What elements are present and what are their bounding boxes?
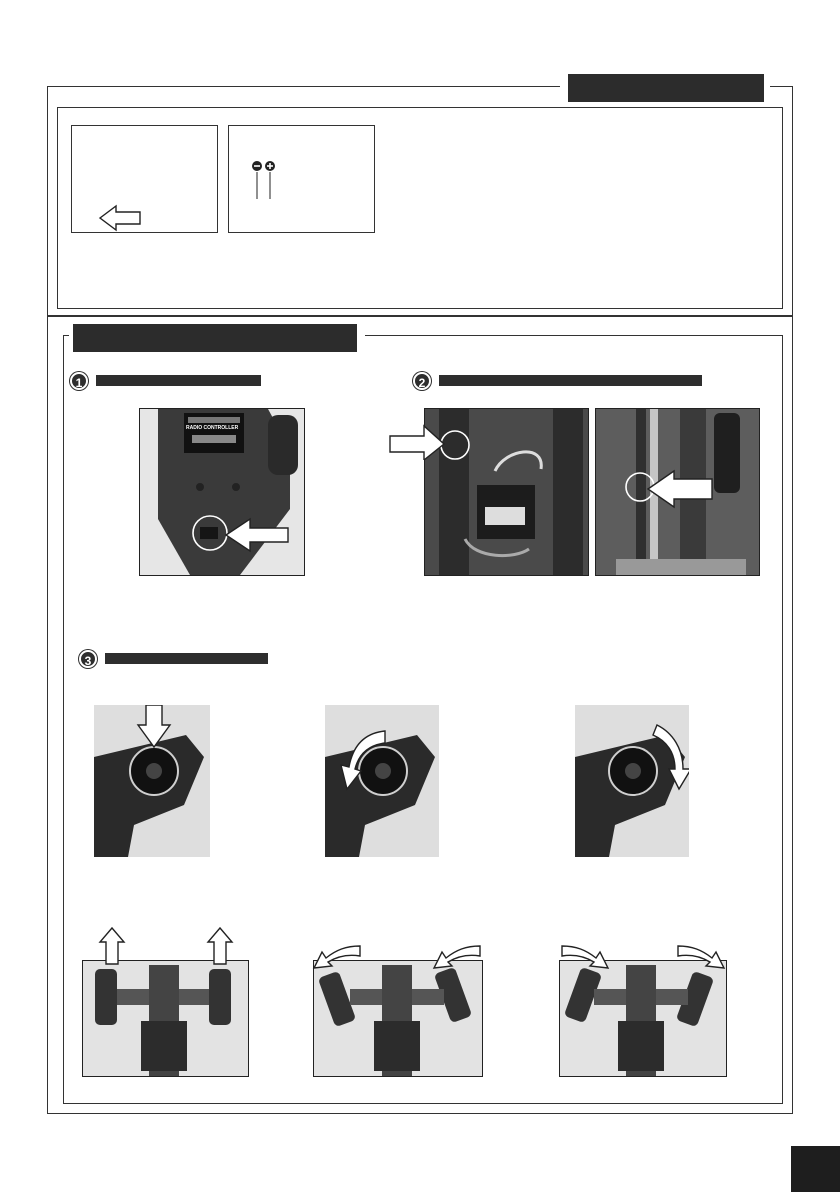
remote-label-line1: RADIO CONTROLLER — [186, 425, 239, 431]
step-3-label — [105, 653, 268, 664]
transmitter-photo — [139, 408, 305, 576]
step-2-number: 2 — [413, 372, 431, 390]
step-2-label — [439, 375, 702, 386]
right-wheel — [209, 969, 231, 1025]
battery-polarity-figure — [228, 125, 375, 233]
step-3-number: 3 — [79, 650, 97, 668]
page-number-tab — [791, 1146, 840, 1192]
step-1-label — [96, 375, 261, 386]
chassis-straight-photo — [82, 960, 249, 1077]
receiver-photo-2 — [595, 408, 760, 576]
steering-neutral-photo — [94, 705, 210, 857]
top-section-title — [568, 74, 764, 102]
chassis-left-photo — [313, 960, 483, 1077]
knob-icon — [196, 483, 204, 491]
steering-left-photo — [325, 705, 439, 857]
knob-icon — [232, 483, 240, 491]
insert-arrow-icon — [72, 126, 217, 232]
receiver-arrow-icon — [388, 424, 448, 460]
power-switch — [200, 527, 218, 539]
receiver-photo-1 — [424, 408, 589, 576]
left-wheel — [95, 969, 117, 1025]
main-section-title — [73, 324, 357, 352]
steering-wheel-edge — [268, 415, 298, 475]
steering-right-photo — [575, 705, 689, 857]
turn-right-arrows-icon — [556, 936, 736, 972]
straight-arrows-icon — [96, 924, 276, 968]
battery-cover-figure — [71, 125, 218, 233]
polarity-minus-text: − — [279, 156, 280, 157]
turn-left-arrows-icon — [310, 936, 500, 972]
chassis-right-photo — [559, 960, 727, 1077]
step-1-number: 1 — [70, 372, 88, 390]
polarity-plus-text: + — [289, 156, 290, 157]
